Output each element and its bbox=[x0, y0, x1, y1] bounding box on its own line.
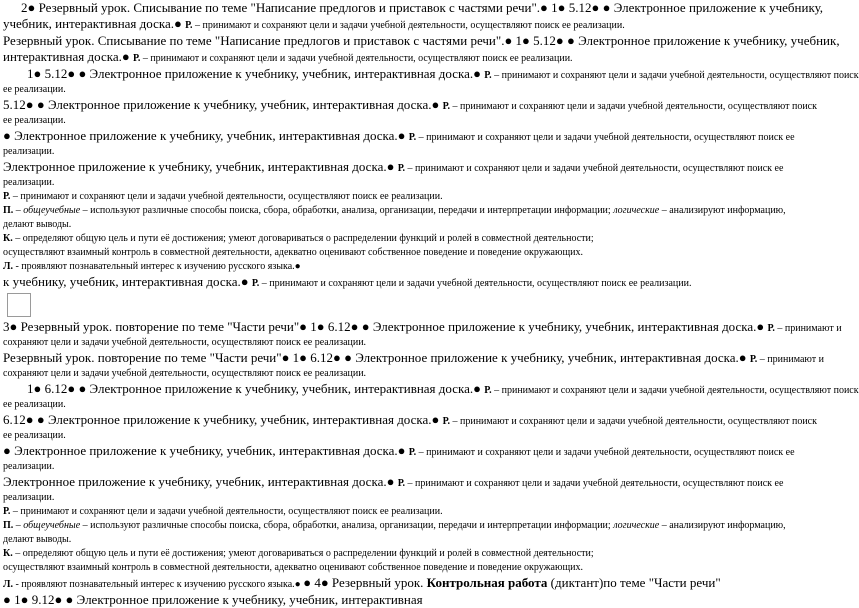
text-line: ее реализации. bbox=[3, 399, 66, 410]
communicative-line: К. – определяют общую цель и пути её достижения; умеют договариваться о распределении функций и ролей в совместной деятельности; bbox=[3, 548, 594, 559]
text-line: осуществляют взаимный контроль в совместной деятельности, адекватно оценивают собственное поведение и поведение окружающих. bbox=[3, 562, 583, 573]
personal-line: Л. - проявляют познавательный интерес к изучению русского языка.● ● 4● Резервный урок. Контрольная работа (диктант)по теме "Части речи" bbox=[3, 575, 721, 590]
text-line: осуществляют взаимный контроль в совместной деятельности, адекватно оценивают собственное поведение и поведение окружающих. bbox=[3, 247, 583, 258]
text-line: Резервный урок. Списывание по теме "Написание предлогов и приставок с частями речи".● 1● 5.12● ● Электронное приложение к учебнику, учебник, bbox=[3, 33, 840, 48]
text-line: делают выводы. bbox=[3, 219, 72, 230]
communicative-line: К. – определяют общую цель и пути её достижения; умеют договариваться о распределении функций и ролей в совместной деятельности; bbox=[3, 233, 594, 244]
text-line: ее реализации. bbox=[3, 84, 66, 95]
empty-table-cell bbox=[7, 293, 31, 317]
text-line: Электронное приложение к учебнику, учебник, интерактивная доска.● Р. – принимают и сохраняют цели и задачи учебной деятельности, осуществляют поиск ее bbox=[3, 474, 784, 489]
text-line: ее реализации. bbox=[3, 115, 66, 126]
text-line: реализации. bbox=[3, 146, 55, 157]
text-line: ● Электронное приложение к учебнику, учебник, интерактивная доска.● Р. – принимают и сохраняют цели и задачи учебной деятельности, осуществляют поиск ее bbox=[3, 443, 795, 458]
personal-line: Л. - проявляют познавательный интерес к изучению русского языка.● bbox=[3, 261, 301, 272]
text-line: к учебнику, учебник, интерактивная доска.● Р. – принимают и сохраняют цели и задачи учебной деятельности, осуществляют поиск ее реализации. bbox=[3, 274, 692, 289]
text-line: реализации. bbox=[3, 492, 55, 503]
text-line: ● Электронное приложение к учебнику, учебник, интерактивная доска.● Р. – принимают и сохраняют цели и задачи учебной деятельности, осуществляют поиск ее bbox=[3, 128, 795, 143]
regulatory-line: Р. – принимают и сохраняют цели и задачи учебной деятельности, осуществляют поиск ее реализации. bbox=[3, 191, 443, 202]
text-line: реализации. bbox=[3, 461, 55, 472]
text-line: Резервный урок. повторение по теме "Части речи"● 1● 6.12● ● Электронное приложение к учебнику, учебник, интерактивная доска.● Р. – принимают и bbox=[3, 350, 824, 365]
text-line: 5.12● ● Электронное приложение к учебнику, учебник, интерактивная доска.● Р. – принимают и сохраняют цели и задачи учебной деятельности, осуществляют поиск bbox=[3, 97, 817, 112]
text-line: Электронное приложение к учебнику, учебник, интерактивная доска.● Р. – принимают и сохраняют цели и задачи учебной деятельности, осуществляют поиск ее bbox=[3, 159, 784, 174]
regulatory-line: Р. – принимают и сохраняют цели и задачи учебной деятельности, осуществляют поиск ее реализации. bbox=[3, 506, 443, 517]
text-line: сохраняют цели и задачи учебной деятельности, осуществляют поиск ее реализации. bbox=[3, 337, 367, 348]
text-line: делают выводы. bbox=[3, 534, 72, 545]
text-line: 6.12● ● Электронное приложение к учебнику, учебник, интерактивная доска.● Р. – принимают и сохраняют цели и задачи учебной деятельности, осуществляют поиск bbox=[3, 412, 817, 427]
lesson-4-details-line: ● 1● 9.12● ● Электронное приложение к учебнику, учебник, интерактивная bbox=[3, 592, 423, 607]
document-page bbox=[3, 0, 859, 608]
text-line: 1● 6.12● ● Электронное приложение к учебнику, учебник, интерактивная доска.● Р. – принимают и сохраняют цели и задачи учебной деятельности, осуществляют поиск bbox=[27, 381, 859, 396]
cognitive-line: П. – общеучебные – используют различные способы поиска, сбора, обработки, анализа, организации, передачи и интерпретации информации; логические – анализируют информацию, bbox=[3, 520, 786, 531]
text-line: ее реализации. bbox=[3, 430, 66, 441]
text-line: реализации. bbox=[3, 177, 55, 188]
text-line: интерактивная доска.● Р. – принимают и сохраняют цели и задачи учебной деятельности, осуществляют поиск ее реализации. bbox=[3, 49, 573, 64]
text-line: учебник, интерактивная доска.● Р. – принимают и сохраняют цели и задачи учебной деятельности, осуществляют поиск ее реализации. bbox=[3, 16, 625, 31]
text-line: 1● 5.12● ● Электронное приложение к учебнику, учебник, интерактивная доска.● Р. – принимают и сохраняют цели и задачи учебной деятельности, осуществляют поиск bbox=[27, 66, 859, 81]
text-line: сохраняют цели и задачи учебной деятельности, осуществляют поиск ее реализации. bbox=[3, 368, 367, 379]
lesson-3-header-line: 3● Резервный урок. повторение по теме "Части речи"● 1● 6.12● ● Электронное приложение к учебнику, учебник, интерактивная доска.● Р. – принимают и bbox=[3, 319, 842, 334]
cognitive-line: П. – общеучебные – используют различные способы поиска, сбора, обработки, анализа, организации, передачи и интерпретации информации; логические – анализируют информацию, bbox=[3, 205, 786, 216]
lesson-2-header-line: 2● Резервный урок. Списывание по теме "Написание предлогов и приставок с частями речи".● 1● 5.12● ● Электронное приложение к учебнику, bbox=[21, 0, 824, 15]
